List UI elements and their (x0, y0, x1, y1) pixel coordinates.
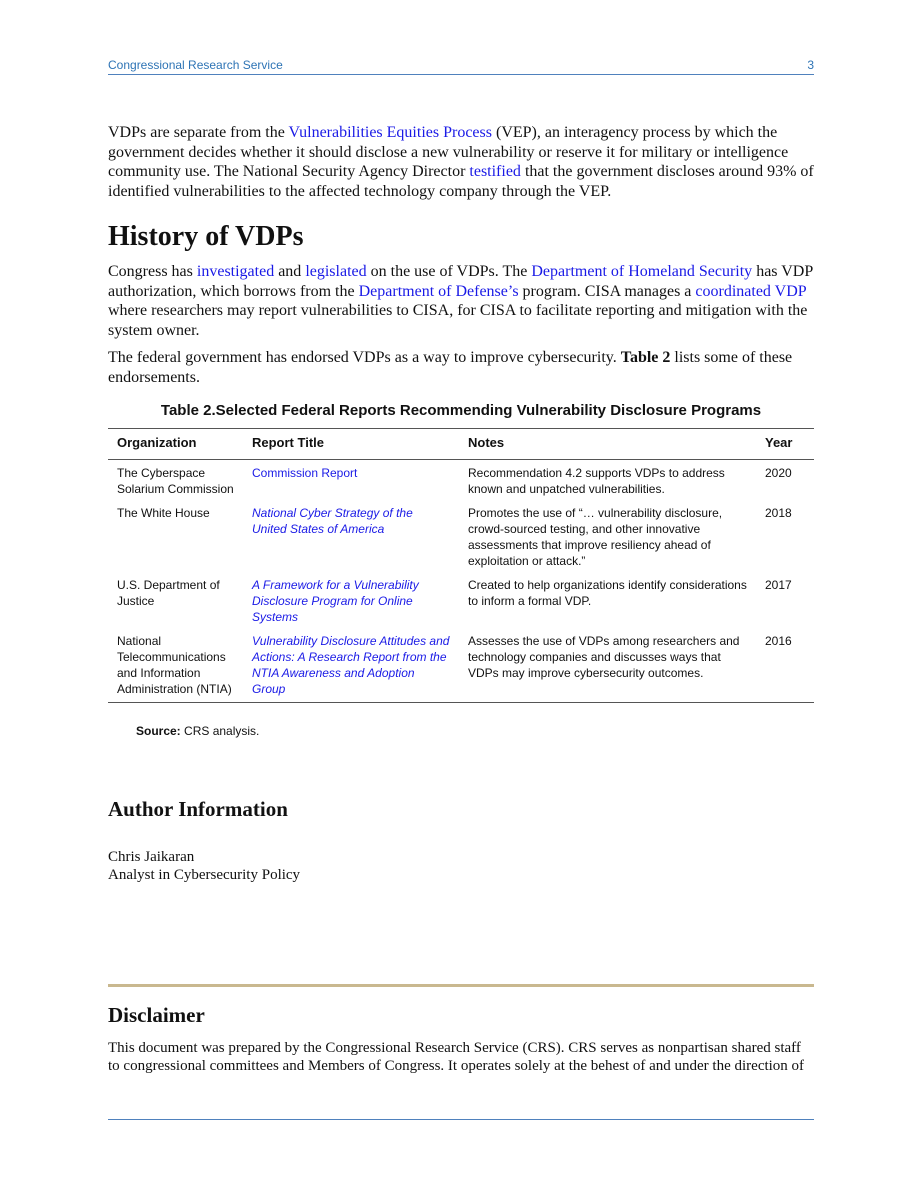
cell-organization: National Telecommunications and Information Administration (NTIA) (108, 629, 243, 703)
disclaimer-text: This document was prepared by the Congressional Research Service (CRS). CRS serves as nonpartisan shared staff to congressional committees and Members of Congress. It operates solely at the behest of and under the direction of (108, 1040, 805, 1074)
text-run: Congress has (108, 263, 197, 280)
cell-notes: Created to help organizations identify considerations to inform a formal VDP. (468, 578, 747, 608)
text-run: has VDP authorization, which borrows from the (108, 263, 813, 300)
link-department-of-defense[interactable]: Department of Defense’s (358, 282, 519, 300)
report-link[interactable]: National Cyber Strategy of the United States of America (252, 506, 413, 536)
page-number: 3 (807, 58, 814, 72)
source-label: Source: (136, 724, 181, 738)
report-link[interactable]: A Framework for a Vulnerability Disclosure Program for Online Systems (252, 578, 419, 624)
text-run: and (274, 263, 306, 280)
link-department-of-homeland-security[interactable]: Department of Homeland Security (531, 263, 753, 280)
text-run: program. CISA manages a (518, 282, 696, 300)
disclaimer-section (108, 1003, 814, 1075)
header-org: Congressional Research Service (108, 58, 283, 72)
cell-notes: Recommendation 4.2 supports VDPs to address known and unpatched vulnerabilities. (468, 466, 725, 496)
table-row (108, 629, 814, 703)
section-divider (108, 984, 814, 987)
table-source (136, 724, 259, 738)
cell-report-title (243, 573, 459, 629)
table-2-reference: Table 2 (620, 349, 671, 366)
history-paragraph-1 (108, 262, 814, 340)
link-coordinated-vdp[interactable]: coordinated VDP (695, 282, 807, 300)
text-run: The federal government has endorsed VDPs as a way to improve cybersecurity. (108, 349, 621, 366)
link-testified[interactable]: testified (469, 163, 521, 180)
column-header-report-title: Report Title (243, 429, 459, 460)
cell-organization: The Cyberspace Solarium Commission (117, 466, 234, 496)
running-header (108, 58, 814, 75)
text-run: lists some of these endorsements. (108, 349, 793, 386)
cell-organization: U.S. Department of Justice (117, 578, 220, 608)
cell-notes: Assesses the use of VDPs among researchers and technology companies and discusses ways that VDPs may improve cybersecurity outcomes. (459, 629, 756, 703)
text-run: on the use of VDPs. The (366, 263, 532, 280)
footer-rule (108, 1119, 814, 1120)
column-header-year: Year (756, 429, 814, 460)
cell-report-title (243, 501, 459, 573)
disclaimer-heading: Disclaimer (108, 1003, 205, 1027)
cell-year: 2016 (756, 629, 814, 703)
cell-organization: The White House (117, 506, 210, 520)
table-caption: Table 2.Selected Federal Reports Recommending Vulnerability Disclosure Programs (160, 402, 762, 419)
vep-section (108, 123, 814, 201)
text-run: where researchers may report vulnerabilities to CISA, for CISA to facilitate reporting and mitigation with the system owner. (108, 302, 808, 339)
report-link[interactable]: Commission Report (252, 466, 358, 480)
cell-year: 2018 (765, 506, 792, 520)
column-header-notes: Notes (459, 429, 756, 460)
vep-paragraph (108, 123, 814, 201)
link-investigated[interactable]: investigated (196, 263, 275, 280)
link-vulnerabilities-equities-process[interactable]: Vulnerabilities Equities Process (288, 124, 492, 141)
cell-year: 2020 (765, 466, 792, 480)
table-row (108, 573, 814, 629)
history-paragraph-2 (108, 348, 814, 387)
cell-notes: Promotes the use of “… vulnerability disclosure, crowd-sourced testing, and other innovative assessments that improve resiliency ahead of exploitation or attack.” (468, 506, 723, 568)
reports-table (108, 428, 814, 703)
column-header-organization: Organization (108, 429, 243, 460)
table-header-row (108, 429, 814, 460)
cell-report-title (243, 460, 459, 502)
author-title: Analyst in Cybersecurity Policy (108, 867, 301, 883)
source-text: CRS analysis. (180, 724, 260, 738)
author-heading: Author Information (108, 797, 288, 821)
text-run: (VEP), an interagency process by which the government decides whether it should disclose a new vulnerability or reserve it for military or intelligence community use. The National Security Agency Director (108, 124, 789, 180)
history-section (108, 221, 814, 387)
author-name: Chris Jaikaran (108, 849, 195, 865)
author-section (108, 797, 814, 884)
table-row (108, 460, 814, 502)
text-run: VDPs are separate from the (108, 124, 289, 141)
history-heading: History of VDPs (108, 221, 304, 252)
text-run: that the government discloses around 93% of identified vulnerabilities to the affected technology company through the VEP. (108, 163, 814, 200)
table-row (108, 501, 814, 573)
report-link[interactable]: Vulnerability Disclosure Attitudes and Actions: A Research Report from the NTIA Awareness and Adoption Group (252, 634, 450, 696)
cell-year: 2017 (765, 578, 792, 592)
link-legislated[interactable]: legislated (305, 263, 367, 280)
cell-report-title (243, 629, 459, 703)
